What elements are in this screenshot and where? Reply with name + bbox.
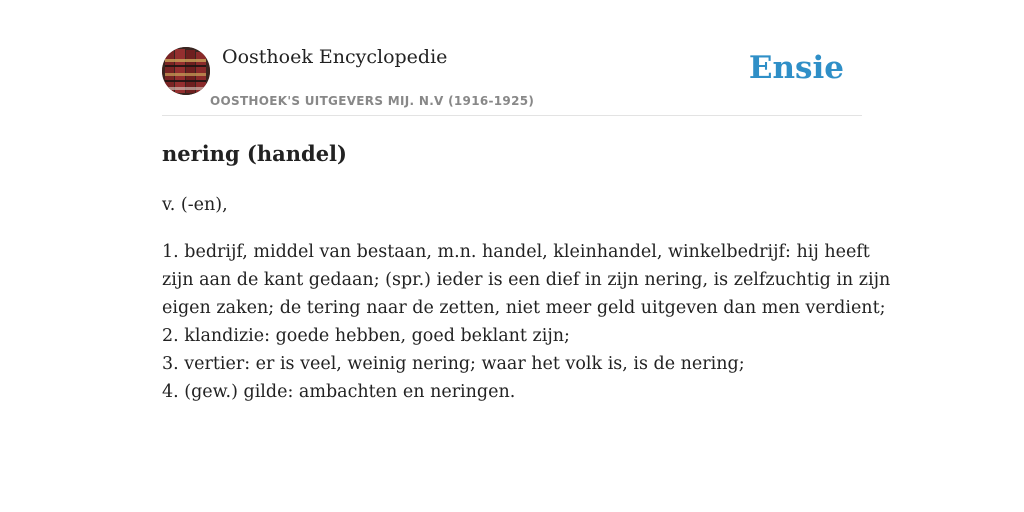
book-spines-icon[interactable] [162,47,210,95]
brand-logo[interactable]: Ensie [748,50,844,86]
site-header [162,46,862,116]
definition [162,238,891,406]
definition-line: 4. (gew.) gilde: ambachten en neringen. [162,382,516,402]
grammar-note: v. (-en), [162,195,228,215]
definition-line: 3. vertier: er is veel, weinig nering; waar het volk is, is de nering; [162,354,745,374]
definition-line: eigen zaken; de tering naar de zetten, niet meer geld uitgeven dan men verdient; [162,298,886,318]
page-title: nering (handel) [162,141,347,166]
site-title[interactable]: Oosthoek Encyclopedie [222,46,448,68]
definition-line: 2. klandizie: goede hebben, goed beklant zijn; [162,326,570,346]
site-subtitle: OOSTHOEK'S UITGEVERS MIJ. N.V (1916-1925) [210,94,535,108]
definition-line: 1. bedrijf, middel van bestaan, m.n. handel, kleinhandel, winkelbedrijf: hij heeft [162,242,870,262]
definition-line: zijn aan de kant gedaan; (spr.) ieder is een dief in zijn nering, is zelfzuchtig in zijn [162,270,891,290]
entry-content [162,138,891,406]
